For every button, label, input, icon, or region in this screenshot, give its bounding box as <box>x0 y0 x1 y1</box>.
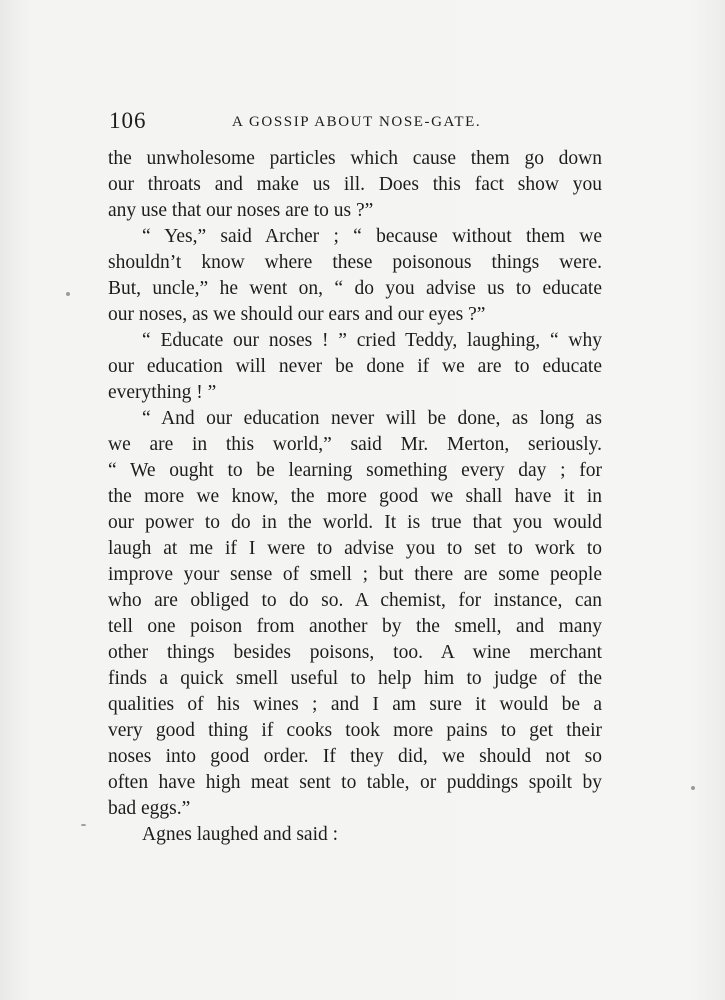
running-head <box>109 108 601 138</box>
text-line: laugh at me if I were to advise you to set to work to <box>108 538 602 559</box>
text-line: often have high meat sent to table, or puddings spoilt by <box>108 772 602 793</box>
page-number: 106 <box>109 108 147 133</box>
text-line: the unwholesome particles which cause them go down <box>108 148 602 169</box>
text-line: But, uncle,” he went on, “ do you advise us to educate <box>108 278 602 299</box>
text-line: any use that our noses are to us ?” <box>108 200 374 221</box>
text-line: bad eggs.” <box>108 798 191 819</box>
text-line: improve your sense of smell ; but there are some people <box>108 564 602 585</box>
paper-speck <box>66 292 70 296</box>
text-line: our power to do in the world. It is true that you would <box>108 512 602 533</box>
text-line: tell one poison from another by the smell, and many <box>108 616 602 637</box>
paper-speck <box>81 824 86 826</box>
text-line: the more we know, the more good we shall have it in <box>108 486 602 507</box>
text-line: other things besides poisons, too. A wine merchant <box>108 642 602 663</box>
text-line: shouldn’t know where these poisonous things were. <box>108 252 602 273</box>
paper-speck <box>691 786 695 790</box>
text-line: finds a quick smell useful to help him to judge of the <box>108 668 602 689</box>
text-line: “ And our education never will be done, as long as <box>142 408 602 429</box>
text-line: “ We ought to be learning something every day ; for <box>108 460 602 481</box>
text-line: “ Educate our noses ! ” cried Teddy, laughing, “ why <box>142 330 602 351</box>
text-line: everything ! ” <box>108 382 217 403</box>
body-text <box>108 146 602 848</box>
text-line: qualities of his wines ; and I am sure it would be a <box>108 694 602 715</box>
text-line: very good thing if cooks took more pains to get their <box>108 720 602 741</box>
text-line: our throats and make us ill. Does this fact show you <box>108 174 602 195</box>
text-line: who are obliged to do so. A chemist, for instance, can <box>108 590 602 611</box>
text-line: our noses, as we should our ears and our eyes ?” <box>108 304 486 325</box>
text-line: “ Yes,” said Archer ; “ because without them we <box>142 226 602 247</box>
text-line: noses into good order. If they did, we should not so <box>108 746 602 767</box>
running-title: A GOSSIP ABOUT NOSE-GATE. <box>232 114 482 130</box>
text-line: Agnes laughed and said : <box>142 824 339 845</box>
text-line: we are in this world,” said Mr. Merton, seriously. <box>108 434 602 455</box>
text-line: our education will never be done if we are to educate <box>108 356 602 377</box>
